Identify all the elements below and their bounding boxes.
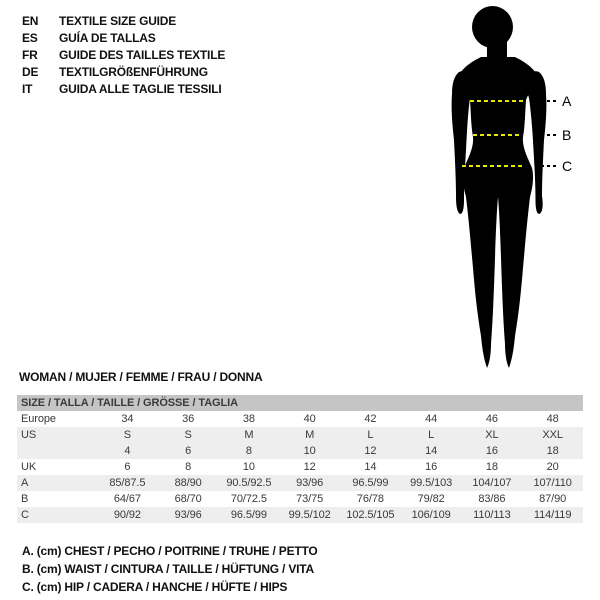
- size-table-cell: 10: [242, 461, 255, 473]
- legend-line: A. (cm) CHEST / PECHO / POITRINE / TRUHE / PETTO: [22, 544, 318, 558]
- language-code: EN: [22, 14, 39, 28]
- language-code: DE: [22, 65, 39, 79]
- language-code: FR: [22, 48, 38, 62]
- size-table-row-label: B: [21, 493, 29, 505]
- waist-dash-line: [473, 134, 519, 136]
- language-title-list: [22, 13, 225, 98]
- size-table-cell: 73/75: [296, 493, 324, 505]
- size-table-cell: 76/78: [356, 493, 384, 505]
- size-table-cell: 14: [425, 445, 438, 457]
- size-table-cell: 46: [485, 413, 498, 425]
- size-table-row-label: Europe: [21, 413, 56, 425]
- language-title-text: GUÍA DE TALLAS: [59, 31, 156, 45]
- size-table-cell: 93/96: [174, 509, 202, 521]
- size-table-body: [17, 411, 583, 523]
- size-table-row-label: [17, 443, 97, 459]
- size-table-cell: 8: [185, 461, 192, 473]
- size-table-cell: 68/70: [174, 493, 202, 505]
- size-table-cell: 8: [245, 445, 252, 457]
- size-table-cell: 79/82: [417, 493, 445, 505]
- size-table-cell: 6: [124, 461, 131, 473]
- marker-label-c: C: [562, 158, 573, 174]
- size-table-cell: 18: [485, 461, 498, 473]
- size-table-cell: 93/96: [296, 477, 324, 489]
- marker-label-a: A: [562, 93, 572, 109]
- legend-line: C. (cm) HIP / CADERA / HANCHE / HÜFTE / HIPS: [22, 580, 288, 594]
- language-title-row: [22, 30, 225, 47]
- size-table-cell: 12: [364, 445, 377, 457]
- size-table-cell: 40: [303, 413, 316, 425]
- size-table-cell: 96.5/99: [352, 477, 389, 489]
- size-table-cell: 90/92: [113, 509, 141, 521]
- measurement-legend: [22, 542, 318, 596]
- size-table-cell: 12: [303, 461, 316, 473]
- size-table-cell: 44: [425, 413, 438, 425]
- size-table-row-label: C: [21, 509, 29, 521]
- language-title-text: GUIDE DES TAILLES TEXTILE: [59, 48, 226, 62]
- size-table-cell: 96.5/99: [230, 509, 267, 521]
- size-table-cell: 99.5/102: [288, 509, 331, 521]
- language-title-row: [22, 81, 225, 98]
- size-table-cell: 85/87.5: [109, 477, 146, 489]
- size-table-row: [17, 475, 583, 491]
- marker-label-b: B: [562, 127, 572, 143]
- size-table-cell: S: [123, 429, 131, 441]
- language-code: ES: [22, 31, 38, 45]
- size-table-cell: 48: [546, 413, 559, 425]
- waist-leader-dots: [541, 134, 559, 136]
- size-table-cell: 38: [242, 413, 255, 425]
- language-title-text: TEXTILGRÖßENFÜHRUNG: [59, 65, 208, 79]
- size-table-cell: M: [244, 429, 254, 441]
- size-table-cell: 83/86: [478, 493, 506, 505]
- legend-line: B. (cm) WAIST / CINTURA / TAILLE / HÜFTUNG / VITA: [22, 562, 314, 576]
- silhouette-torso-legs: [457, 57, 539, 368]
- size-table-cell: 99.5/103: [410, 477, 453, 489]
- language-title-text: TEXTILE SIZE GUIDE: [59, 14, 177, 28]
- size-table-cell: 106/109: [411, 509, 451, 521]
- size-table-cell: XXL: [542, 429, 563, 441]
- size-table-row: [17, 459, 583, 475]
- size-table-row-label: A: [21, 477, 29, 489]
- size-table-cell: 36: [182, 413, 195, 425]
- size-table-row: [17, 411, 583, 427]
- hip-dash-line: [462, 165, 524, 167]
- chest-dash-line: [470, 100, 524, 102]
- size-table-cell: 10: [303, 445, 316, 457]
- size-table-cell: XL: [485, 429, 499, 441]
- size-table-cell: 107/110: [533, 477, 572, 489]
- size-table-cell: 20: [546, 461, 559, 473]
- language-title-row: [22, 13, 225, 30]
- size-table-cell: 102.5/105: [346, 509, 395, 521]
- language-code: IT: [22, 82, 33, 96]
- size-table-cell: 16: [425, 461, 438, 473]
- size-table-cell: 88/90: [174, 477, 202, 489]
- size-table-cell: 6: [185, 445, 192, 457]
- size-table-cell: M: [305, 429, 315, 441]
- size-table-cell: 114/119: [533, 509, 572, 521]
- size-table-header: SIZE / TALLA / TAILLE / GRÖSSE / TAGLIA: [17, 395, 583, 411]
- size-table-cell: S: [184, 429, 192, 441]
- size-table-cell: 34: [121, 413, 134, 425]
- size-table-cell: 104/107: [472, 477, 512, 489]
- size-table-cell: 42: [364, 413, 377, 425]
- size-table-cell: 90.5/92.5: [226, 477, 272, 489]
- size-table-row-label: US: [21, 429, 37, 441]
- size-table-cell: 87/90: [539, 493, 567, 505]
- size-table-row: [17, 507, 583, 523]
- size-table-cell: 110/113: [473, 509, 511, 521]
- size-table-cell: 16: [485, 445, 498, 457]
- size-table-cell: 4: [124, 445, 131, 457]
- size-table-cell: L: [367, 429, 374, 441]
- size-table-row-label: UK: [21, 461, 37, 473]
- size-table-cell: 70/72.5: [230, 493, 267, 505]
- size-table-cell: 14: [364, 461, 377, 473]
- size-table-row: [17, 491, 583, 507]
- language-title-row: [22, 64, 225, 81]
- woman-silhouette: [421, 0, 577, 375]
- size-table-cell: L: [428, 429, 435, 441]
- chest-leader-dots: [541, 100, 559, 102]
- size-table-row: [17, 427, 583, 443]
- size-table-row: [17, 443, 583, 459]
- hip-leader-dots: [541, 165, 559, 167]
- language-title-row: [22, 47, 225, 64]
- section-title: WOMAN / MUJER / FEMME / FRAU / DONNA: [19, 370, 263, 384]
- size-table-cell: 64/67: [113, 493, 141, 505]
- size-table-cell: 18: [546, 445, 559, 457]
- language-title-text: GUIDA ALLE TAGLIE TESSILI: [59, 82, 222, 96]
- size-table: [17, 395, 583, 523]
